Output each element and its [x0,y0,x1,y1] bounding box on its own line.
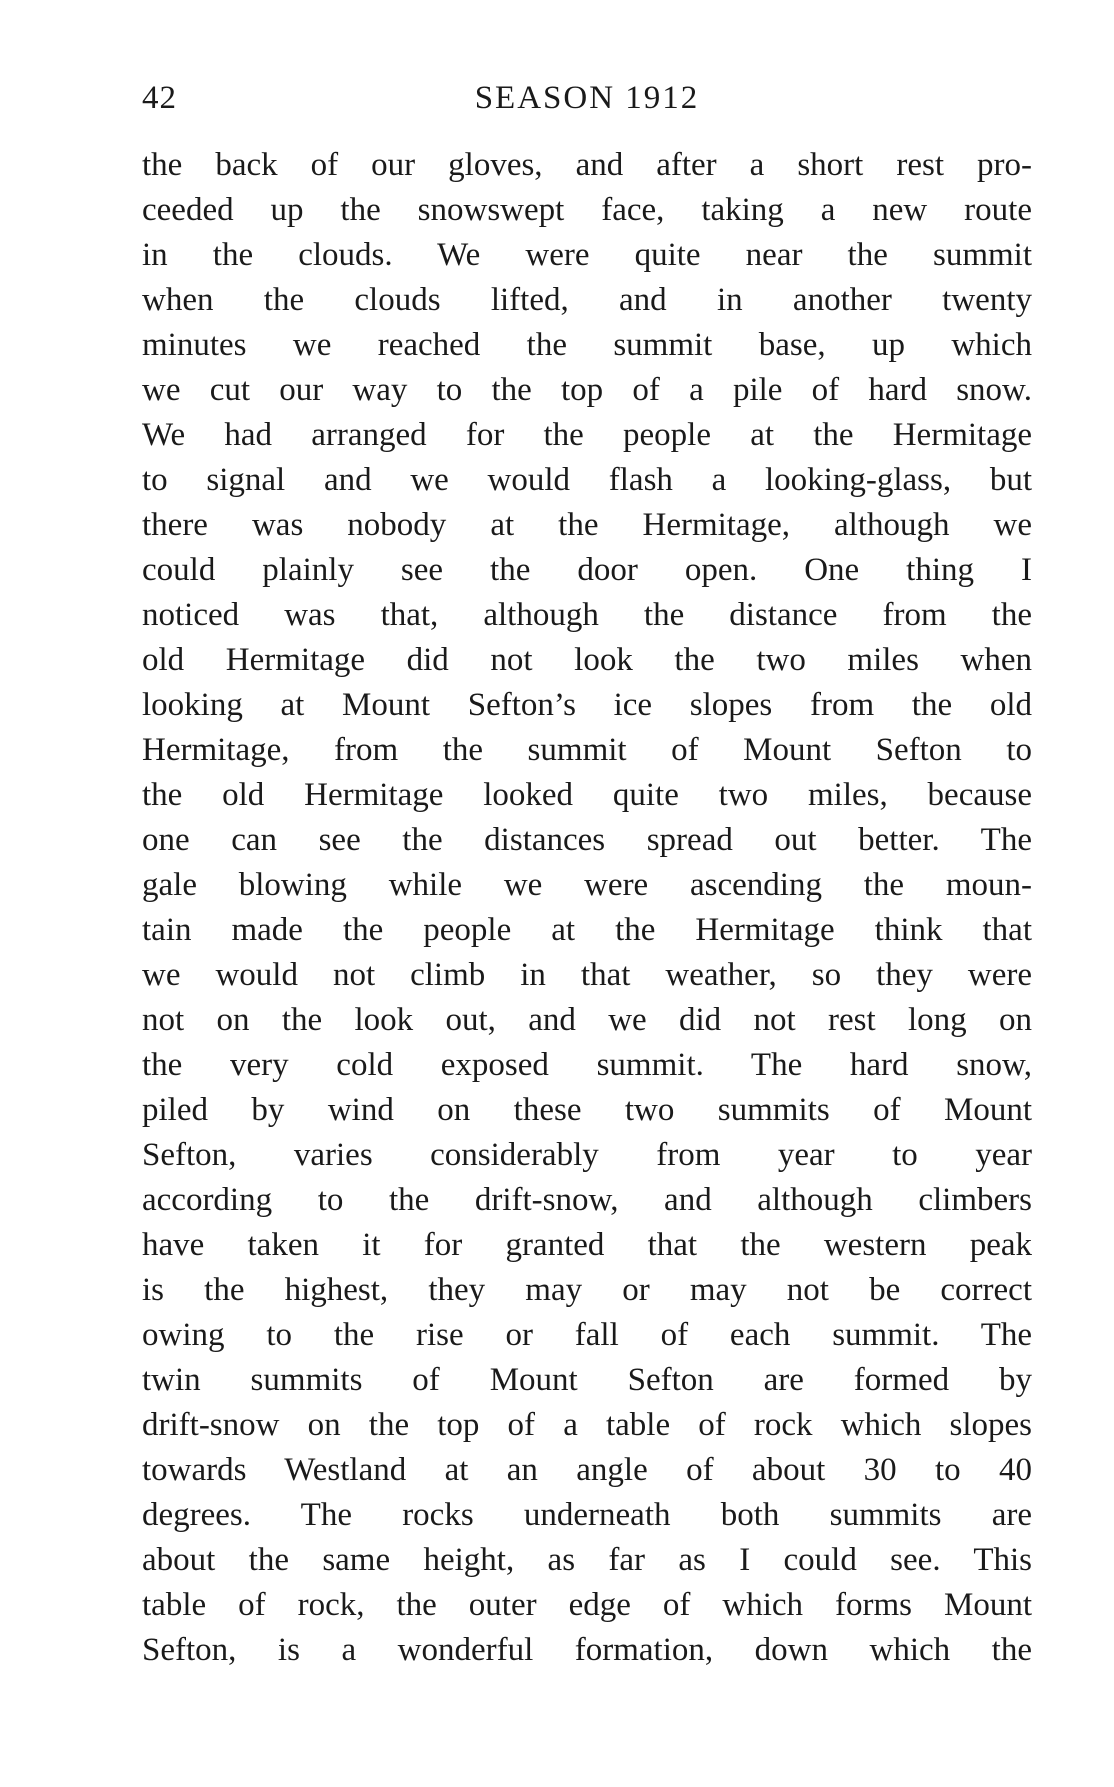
text-line: owing to the rise or fall of each summit. The [142,1317,1032,1353]
text-line: to signal and we would flash a looking-glass, but [142,462,1032,498]
text-line: the back of our gloves, and after a short rest pro- [142,147,1032,183]
text-line: the old Hermitage looked quite two miles, because [142,777,1032,813]
text-line: tain made the people at the Hermitage think that [142,912,1032,948]
text-line: the very cold exposed summit. The hard snow, [142,1047,1032,1083]
text-line: Hermitage, from the summit of Mount Sefton to [142,732,1032,768]
body-text [142,143,1032,1673]
running-title: SEASON 1912 [474,80,700,116]
text-line: one can see the distances spread out better. The [142,822,1032,858]
text-line: could plainly see the door open. One thing I [142,552,1032,588]
text-line: when the clouds lifted, and in another twenty [142,282,1032,318]
text-line: towards Westland at an angle of about 30 to 40 [142,1452,1032,1488]
text-line: according to the drift-snow, and although climbers [142,1182,1032,1218]
text-line: Sefton, varies considerably from year to year [142,1137,1032,1173]
text-line: ceeded up the snowswept face, taking a new route [142,192,1032,228]
text-line: minutes we reached the summit base, up which [142,327,1032,363]
text-line: looking at Mount Sefton’s ice slopes from the old [142,687,1032,723]
text-line: We had arranged for the people at the Hermitage [142,417,1032,453]
text-line: degrees. The rocks underneath both summits are [142,1497,1032,1533]
text-line: we would not climb in that weather, so they were [142,957,1032,993]
text-line: not on the look out, and we did not rest long on [142,1002,1032,1038]
text-line: drift-snow on the top of a table of rock which slopes [142,1407,1032,1443]
text-line: table of rock, the outer edge of which forms Mount [142,1587,1032,1623]
text-line: have taken it for granted that the western peak [142,1227,1032,1263]
text-line: Sefton, is a wonderful formation, down which the [142,1632,1032,1668]
text-line: there was nobody at the Hermitage, although we [142,507,1032,543]
running-head [142,78,1032,118]
page-number: 42 [142,80,177,116]
text-line: is the highest, they may or may not be correct [142,1272,1032,1308]
text-line: noticed was that, although the distance from the [142,597,1032,633]
text-line: gale blowing while we were ascending the moun- [142,867,1032,903]
text-line: twin summits of Mount Sefton are formed by [142,1362,1032,1398]
text-line: about the same height, as far as I could see. This [142,1542,1032,1578]
text-line: in the clouds. We were quite near the summit [142,237,1032,273]
text-line: piled by wind on these two summits of Mount [142,1092,1032,1128]
text-line: we cut our way to the top of a pile of hard snow. [142,372,1032,408]
text-line: old Hermitage did not look the two miles when [142,642,1032,678]
